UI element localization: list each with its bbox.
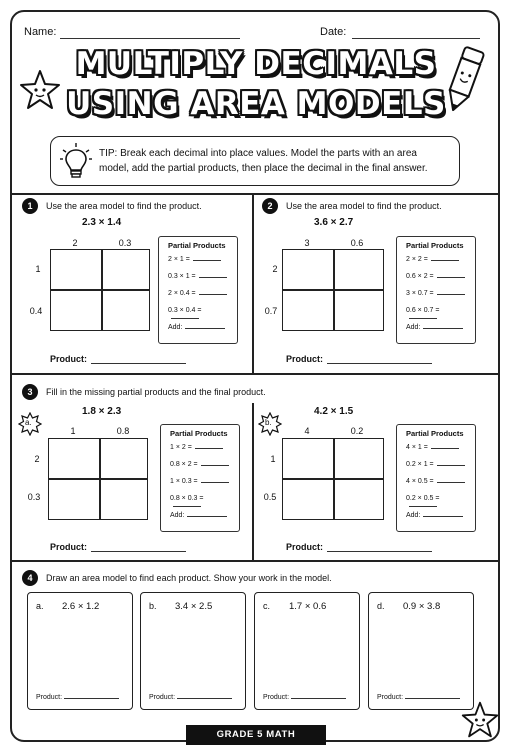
top-dimension-1: 4: [304, 426, 310, 436]
divider-top: [12, 193, 498, 195]
divider-vertical-2: [252, 403, 254, 560]
partial-product-row[interactable]: 3 × 0.7 =: [406, 290, 469, 307]
top-dimension-2: 0.2: [350, 426, 364, 436]
partial-product-row[interactable]: 0.2 × 1 =: [406, 461, 469, 478]
partial-products-title: Partial Products: [406, 429, 464, 438]
partial-products-add[interactable]: Add:: [406, 324, 469, 341]
side-dimension-2: 0.3: [27, 492, 41, 502]
side-dimension-2: 0.4: [29, 306, 43, 316]
work-card-b[interactable]: [140, 592, 246, 710]
partial-products-box: [396, 236, 476, 344]
lightbulb-icon: [59, 142, 93, 182]
partial-products-box: [160, 424, 240, 532]
problem-instruction: Use the area model to find the product.: [46, 201, 202, 211]
part-label: a.: [25, 418, 32, 427]
partial-products-add[interactable]: Add:: [168, 324, 231, 341]
partial-products-title: Partial Products: [168, 241, 226, 250]
problem-number-badge: 4: [22, 570, 38, 586]
card-expression: 2.6 × 1.2: [62, 601, 100, 612]
partial-product-row[interactable]: 1 × 2 =: [170, 444, 233, 461]
card-letter: a.: [36, 601, 44, 611]
smiling-star-icon: [460, 700, 500, 740]
title-line-1: MULTIPLY DECIMALS: [75, 46, 437, 82]
partial-products-add[interactable]: Add:: [406, 512, 469, 529]
partial-product-row[interactable]: 2 × 2 =: [406, 256, 469, 273]
card-expression: 0.9 × 3.8: [403, 601, 441, 612]
top-dimension-2: 0.6: [350, 238, 364, 248]
side-dimension-1: 2: [272, 264, 278, 274]
card-expression: 1.7 × 0.6: [289, 601, 327, 612]
card-product-field[interactable]: Product:: [377, 694, 460, 701]
partial-product-row[interactable]: 0.3 × 1 =: [168, 273, 231, 290]
partial-product-row[interactable]: 0.6 × 0.7 =: [406, 307, 469, 324]
problem-instruction: Fill in the missing partial products and the final product.: [46, 387, 266, 397]
problem-expression: 2.3 × 1.4: [82, 217, 122, 228]
partial-products-title: Partial Products: [406, 241, 464, 250]
date-label: Date:: [320, 26, 347, 38]
area-model-grid[interactable]: [48, 438, 148, 520]
partial-product-row[interactable]: 2 × 0.4 =: [168, 290, 231, 307]
partial-product-row[interactable]: 0.2 × 0.5 =: [406, 495, 469, 512]
problem-expression: 4.2 × 1.5: [314, 406, 354, 417]
partial-product-row[interactable]: 1 × 0.3 =: [170, 478, 233, 495]
problem-number-badge: 1: [22, 198, 38, 214]
part-label: b.: [265, 418, 272, 427]
product-field[interactable]: Product:: [50, 354, 186, 364]
product-field[interactable]: Product:: [50, 542, 186, 552]
divider-mid: [12, 373, 498, 375]
card-letter: d.: [377, 601, 385, 611]
work-card-d[interactable]: [368, 592, 474, 710]
title-line-2: USING AREA MODELS: [66, 86, 446, 122]
problem-expression: 3.6 × 2.7: [314, 217, 354, 228]
card-product-field[interactable]: Product:: [149, 694, 232, 701]
name-label: Name:: [24, 26, 57, 38]
name-field[interactable]: [60, 38, 240, 39]
card-expression: 3.4 × 2.5: [175, 601, 213, 612]
area-model-grid[interactable]: [50, 249, 150, 331]
partial-product-row[interactable]: 0.6 × 2 =: [406, 273, 469, 290]
top-dimension-2: 0.3: [118, 238, 132, 248]
problem-expression: 1.8 × 2.3: [82, 406, 122, 417]
side-dimension-2: 0.5: [263, 492, 277, 502]
area-model-grid[interactable]: [282, 249, 384, 331]
product-field[interactable]: Product:: [286, 542, 432, 552]
partial-products-add[interactable]: Add:: [170, 512, 233, 529]
top-dimension-1: 3: [304, 238, 310, 248]
side-dimension-1: 1: [270, 454, 276, 464]
date-field[interactable]: [352, 38, 480, 39]
partial-product-row[interactable]: 4 × 0.5 =: [406, 478, 469, 495]
partial-product-row[interactable]: 0.8 × 2 =: [170, 461, 233, 478]
top-dimension-1: 2: [72, 238, 78, 248]
partial-product-row[interactable]: 2 × 1 =: [168, 256, 231, 273]
problem-instruction: Use the area model to find the product.: [286, 201, 442, 211]
side-dimension-1: 2: [34, 454, 40, 464]
partial-products-box: [396, 424, 476, 532]
card-product-field[interactable]: Product:: [263, 694, 346, 701]
work-card-c[interactable]: [254, 592, 360, 710]
card-letter: c.: [263, 601, 271, 611]
top-dimension-1: 1: [70, 426, 76, 436]
partial-products-title: Partial Products: [170, 429, 228, 438]
tip-box: [50, 136, 460, 186]
partial-product-row[interactable]: 0.8 × 0.3 =: [170, 495, 233, 512]
divider-vertical-1: [252, 193, 254, 373]
partial-products-box: [158, 236, 238, 344]
problem-instruction: Draw an area model to find each product. Show your work in the model.: [46, 573, 332, 583]
grade-label: GRADE 5 MATH: [186, 725, 326, 745]
work-card-a[interactable]: [27, 592, 133, 710]
card-letter: b.: [149, 601, 157, 611]
card-product-field[interactable]: Product:: [36, 694, 119, 701]
top-dimension-2: 0.8: [116, 426, 130, 436]
area-model-grid[interactable]: [282, 438, 384, 520]
problem-number-badge: 3: [22, 384, 38, 400]
partial-product-row[interactable]: 4 × 1 =: [406, 444, 469, 461]
tip-text: TIP: Break each decimal into place values. Model the parts with an area model, add the partial products, then place the decimal in the final answer.: [99, 148, 428, 174]
side-dimension-2: 0.7: [264, 306, 278, 316]
product-field[interactable]: Product:: [286, 354, 432, 364]
partial-product-row[interactable]: 0.3 × 0.4 =: [168, 307, 231, 324]
side-dimension-1: 1: [35, 264, 41, 274]
problem-number-badge: 2: [262, 198, 278, 214]
divider-bottom: [12, 560, 498, 562]
